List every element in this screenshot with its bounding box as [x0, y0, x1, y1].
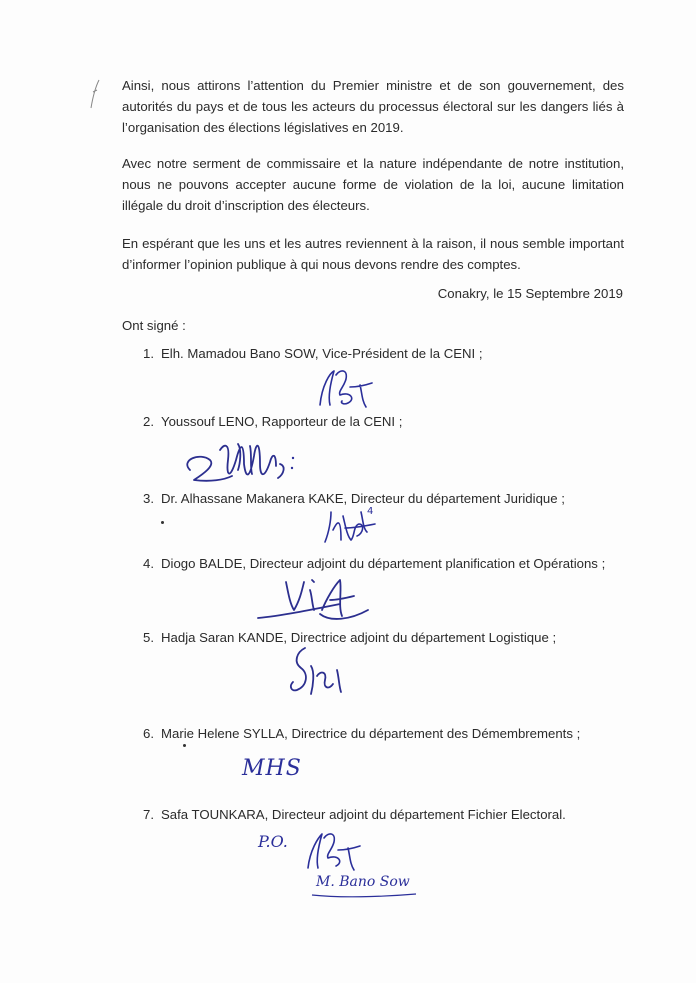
signature-3	[315, 502, 395, 547]
proxy-name-underline	[310, 892, 420, 900]
paragraph-oath: Avec notre serment de commissaire et la nature indépendante de notre institution, nous ne pouvons accepter aucune forme de violation de la loi, aucune limitation illégale du droit d’inscription des électeurs.	[122, 156, 624, 213]
proxy-mark: P.O.	[258, 832, 288, 851]
stray-mark	[161, 521, 164, 524]
place-date: Conakry, le 15 Septembre 2019	[437, 286, 623, 301]
signatory-7: 7. Safa TOUNKARA, Directeur adjoint du département Fichier Electoral.	[143, 807, 566, 822]
signatory-3: 3. Dr. Alhassane Makanera KAKE, Directeur du département Juridique ;	[143, 491, 565, 506]
margin-pen-mark	[85, 78, 105, 123]
signatory-2: 2. Youssouf LENO, Rapporteur de la CENI ;	[143, 414, 403, 429]
signature-7	[298, 828, 378, 873]
svg-text:4: 4	[367, 506, 374, 517]
signatory-5: 5. Hadja Saran KANDE, Directrice adjoint du département Logistique ;	[143, 630, 557, 645]
signature-1	[300, 365, 390, 410]
signatory-4: 4. Diogo BALDE, Directeur adjoint du département planification et Opérations ;	[143, 556, 606, 571]
signature-4	[250, 570, 380, 630]
proxy-name: M. Bano Sow	[316, 874, 410, 890]
signature-6-initials: MHS	[242, 756, 302, 781]
signatory-1	[143, 346, 483, 361]
signatory-text: Elh. Mamadou Bano SOW, Vice-Président de la CENI ;	[161, 346, 483, 361]
signature-2	[180, 420, 310, 495]
paragraph-public-opinion: En espérant que les uns et les autres reviennent à la raison, il nous semble important d’informer l’opinion publique à qui nous devons rendre des comptes.	[122, 236, 624, 272]
signatory-number: 1.	[143, 346, 154, 361]
signatory-6: 6. Marie Helene SYLLA, Directrice du département des Démembrements ;	[143, 726, 581, 741]
stray-mark	[183, 744, 186, 747]
signature-5	[283, 642, 363, 702]
paragraph-warning: Ainsi, nous attirons l’attention du Premier ministre et de son gouvernement, des autorités du pays et de tous les acteurs du processus électoral sur les dangers liés à l’organisation des élections législatives en 2019.	[122, 78, 624, 135]
signed-label: Ont signé :	[122, 318, 186, 333]
